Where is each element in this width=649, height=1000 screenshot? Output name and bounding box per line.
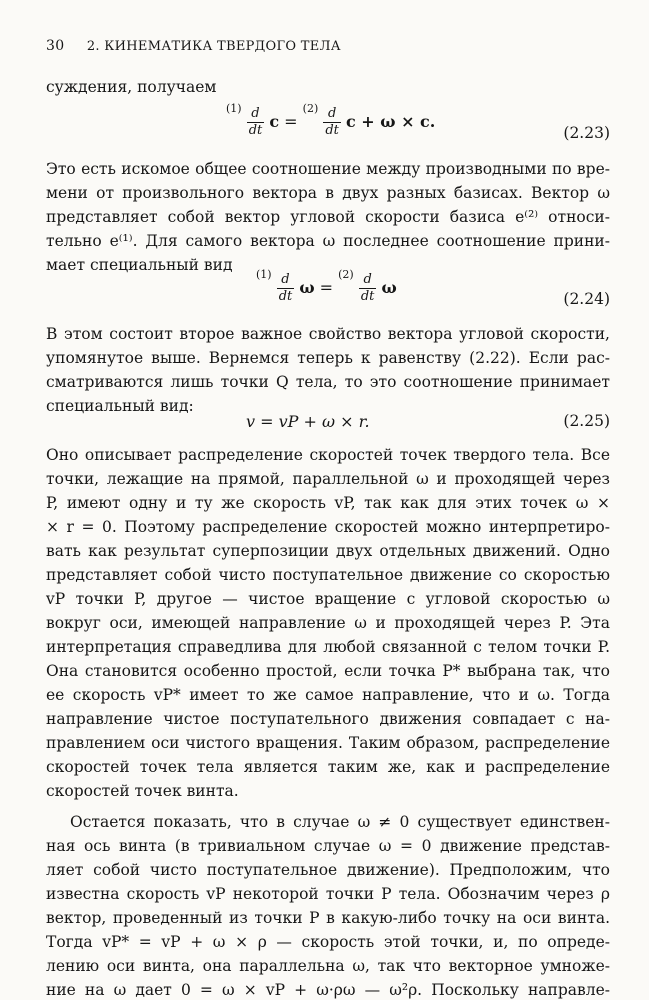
- text-line: направление чистое поступательного движения совпадает с на-: [46, 710, 610, 728]
- paragraph-first-line: Остается показать, что в случае ω ≠ 0 существует единствен-: [70, 813, 610, 831]
- text-line: упомянутое выше. Вернемся теперь к равенству (2.22). Если рас-: [46, 349, 610, 367]
- text-line: ная ось винта (в тривиальном случае ω = 0 движение представ-: [46, 837, 610, 855]
- text-line: вокруг оси, имеющей направление ω и проходящей через P. Эта: [46, 614, 610, 632]
- text-line: известна скорость vP некоторой точки P тела. Обозначим через ρ: [46, 885, 610, 903]
- equation-number: (2.25): [563, 412, 610, 430]
- text-line: скоростей точек тела является таким же, как и распределение: [46, 758, 610, 776]
- running-header: [46, 38, 606, 54]
- text-line: ее скорость vP* имеет то же самое направление, что и ω. Тогда: [46, 686, 610, 704]
- text-line: тельно e⁽¹⁾. Для самого вектора ω последнее соотношение прини-: [46, 232, 610, 250]
- text-line: мени от произвольного вектора в двух разных базисах. Вектор ω: [46, 184, 610, 202]
- text-line: вектор, проведенный из точки P в какую-либо точку на оси винта.: [46, 909, 610, 927]
- text-line: точки, лежащие на прямой, параллельной ω и проходящей через: [46, 470, 610, 488]
- equation-formula: $^{(1)}$ $\frac{d}{dt}$ ω = $^{(2)}$ $\frac{d}{dt}$ ω: [256, 268, 397, 304]
- text-line: Это есть искомое общее соотношение между производными по вре-: [46, 160, 610, 178]
- text-line: В этом состоит второе важное свойство вектора угловой скорости,: [46, 325, 610, 343]
- text-line: вать как результат суперпозиции двух отдельных движений. Одно: [46, 542, 610, 560]
- text-line: скоростей точек винта.: [46, 782, 239, 800]
- text-line: интерпретация справедлива для любой связанной с телом точки P.: [46, 638, 610, 656]
- equation-formula: v = vP + ω × r.: [246, 412, 370, 431]
- equation-formula: $^{(1)}$ $\frac{d}{dt}$ c = $^{(2)}$ $\frac{d}{dt}$ c + ω × c.: [226, 102, 436, 138]
- text-line: P, имеют одну и ту же скорость vP, так как для этих точек ω ×: [46, 494, 610, 512]
- equation-number: (2.24): [563, 290, 610, 308]
- equation-2-23: [46, 102, 610, 156]
- text-line: Она становится особенно простой, если точка P* выбрана так, что: [46, 662, 610, 680]
- text-line: Тогда vP* = vP + ω × ρ — скорость этой точки, и, по опреде-: [46, 933, 610, 951]
- text-line: представляет собой чисто поступательное движение со скоростью: [46, 566, 610, 584]
- equation-number: (2.23): [563, 124, 610, 142]
- text-line: представляет собой вектор угловой скорости базиса e⁽²⁾ относи-: [46, 208, 610, 226]
- page-number: 30: [46, 38, 65, 54]
- text-line: суждения, получаем: [46, 78, 217, 96]
- text-line: Оно описывает распределение скоростей точек твердого тела. Все: [46, 446, 610, 464]
- text-line: сматриваются лишь точки Q тела, то это соотношение принимает: [46, 373, 610, 391]
- text-line: vP точки P, другое — чистое вращение с угловой скоростью ω: [46, 590, 610, 608]
- text-line: лению оси винта, она параллельна ω, так что векторное умноже-: [46, 957, 610, 975]
- equation-2-25: [46, 410, 610, 440]
- text-line: ляет собой чисто поступательное движение). Предположим, что: [46, 861, 610, 879]
- text-line: правлением оси чистого вращения. Таким образом, распределение: [46, 734, 610, 752]
- chapter-title: 2. КИНЕМАТИКА ТВЕРДОГО ТЕЛА: [86, 39, 341, 54]
- equation-2-24: [46, 268, 610, 322]
- text-line: мает специальный вид: [46, 256, 233, 274]
- text-line: ние на ω дает 0 = ω × vP + ω·ρω — ω²ρ. Поскольку направле-: [46, 981, 610, 999]
- text-line: × r = 0. Поэтому распределение скоростей можно интерпретиро-: [46, 518, 610, 536]
- text-line: специальный вид:: [46, 397, 194, 415]
